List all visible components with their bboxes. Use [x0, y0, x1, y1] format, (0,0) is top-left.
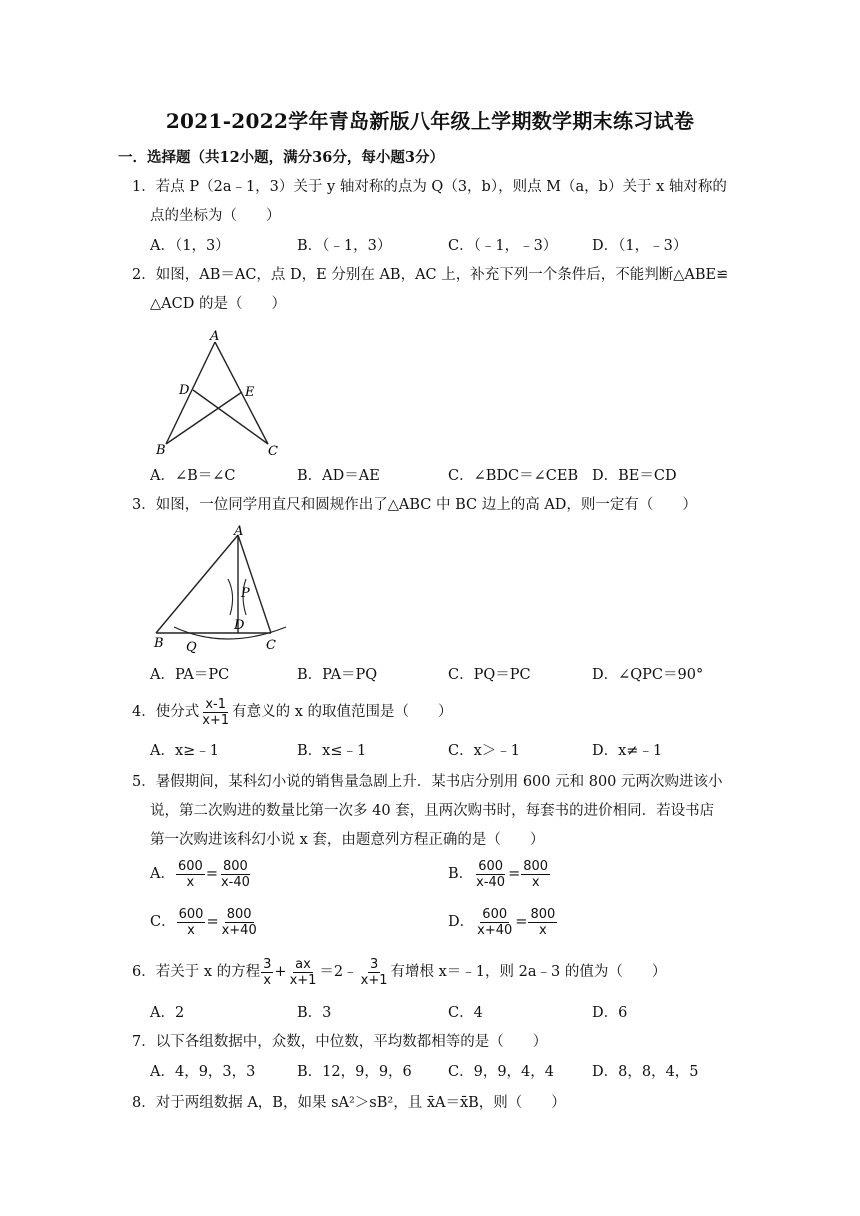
q2-option-d: D．BE＝CD — [592, 468, 677, 484]
q4-suffix: 有意义的 x 的取值范围是（ ） — [232, 704, 453, 720]
q5-option-a: A． $\frac{600}{x}$ = $\frac{800}{x-40}$ — [150, 858, 250, 890]
q6-option-d: D．6 — [592, 1005, 628, 1021]
q4-option-b: B．x≤﹣1 — [297, 743, 367, 759]
q1-option-d: D．（1，﹣3） — [592, 238, 688, 254]
q5-c-right-frac: $\frac{800}{x+40}$ — [221, 906, 257, 938]
q4-stem — [132, 695, 453, 729]
q5-stem-line1: 5．暑假期间，某科幻小说的销售量急剧上升．某书店分别用 600 元和 800 元两次购进该小 — [132, 774, 723, 790]
q5-stem-line3: 第一次购进该科幻小说 x 套，由题意列方程正确的是（ ） — [150, 832, 545, 848]
q1-option-a: A．（1，3） — [150, 238, 230, 254]
q6-option-c: C．4 — [448, 1005, 483, 1021]
q4-fraction — [200, 697, 231, 728]
q3-label-b: B — [154, 636, 164, 651]
q5-stem-line2: 说，第二次购进的数量比第一次多 40 套，且两次购书时，每套书的进价相同．若设书店 — [150, 803, 715, 819]
q7-option-a: A．4，9，3，3 — [150, 1064, 256, 1080]
q2-label-b: B — [156, 443, 166, 458]
q5-a-left-frac: $\frac{600}{x}$ — [177, 858, 203, 890]
q2-option-a: A．∠B＝∠C — [150, 468, 236, 484]
q2-label-e: E — [245, 385, 255, 400]
q3-option-b: B．PA＝PQ — [297, 667, 378, 683]
page-title: 2021-2022学年青岛新版八年级上学期数学期末练习试卷 — [165, 109, 695, 133]
q3-label-q: Q — [186, 640, 197, 655]
q1-option-b: B．（﹣1，3） — [297, 238, 392, 254]
q5-option-d: D． $\frac{600}{x+40}$ = $\frac{800}{x}$ — [448, 906, 556, 938]
q3-option-c: C．PQ＝PC — [448, 667, 531, 683]
q3-stem: 3．如图，一位同学用直尺和圆规作出了△ABC 中 BC 边上的高 AD，则一定有（ ） — [132, 497, 697, 513]
q3-option-d: D．∠QPC＝90° — [592, 667, 704, 683]
q2-label-d: D — [179, 383, 190, 398]
q3-triangle-figure — [146, 523, 290, 657]
q2-option-c: C．∠BDC＝∠CEB — [448, 468, 579, 484]
q6-frac-2: $\frac{ax}{x+1}$ — [289, 956, 317, 988]
q7-option-d: D．8，8，4，5 — [592, 1064, 699, 1080]
q7-option-c: C．9，9，4，4 — [448, 1064, 554, 1080]
q1-stem-line2: 点的坐标为（ ） — [150, 208, 281, 224]
q3-label-c: C — [266, 638, 276, 653]
q4-frac-den: x+1 — [202, 712, 230, 728]
q4-frac-num: x-1 — [205, 696, 226, 712]
q5-b-left-frac: $\frac{600}{x-40}$ — [476, 858, 506, 890]
q1-option-c: C．（﹣1，﹣3） — [448, 238, 558, 254]
q2-label-a: A — [210, 329, 220, 344]
q5-a-right-frac: $\frac{800}{x-40}$ — [220, 858, 250, 890]
q2-stem-line1: 2．如图，AB＝AC，点 D，E 分别在 AB，AC 上，补充下列一个条件后，不能判断△ABE≌ — [132, 267, 729, 283]
q7-option-b: B．12，9，9，6 — [297, 1064, 412, 1080]
q3-label-a: A — [234, 524, 244, 539]
q5-d-left-frac: $\frac{600}{x+40}$ — [477, 906, 513, 938]
q7-stem: 7．以下各组数据中，众数，中位数，平均数都相等的是（ ） — [132, 1034, 548, 1050]
q2-stem-line2: △ACD 的是（ ） — [150, 296, 286, 312]
q6-option-a: A．2 — [150, 1005, 185, 1021]
q4-option-c: C．x＞﹣1 — [448, 743, 520, 759]
q3-label-d: D — [234, 618, 245, 633]
q3-label-p: P — [241, 586, 250, 601]
q5-c-left-frac: $\frac{600}{x}$ — [178, 906, 204, 938]
q6-frac-3: $\frac{3}{x+1}$ — [360, 956, 388, 988]
q5-d-right-frac: $\frac{800}{x}$ — [530, 906, 556, 938]
q4-prefix: 4．使分式 — [132, 704, 200, 720]
q5-b-right-frac: $\frac{800}{x}$ — [523, 858, 549, 890]
q1-stem-line1: 1．若点 P（2a﹣1，3）关于 y 轴对称的点为 Q（3，b），则点 M（a，b）关于 x 轴对称的 — [132, 179, 727, 195]
q6-frac-1: $\frac{3}{x}$ — [263, 956, 272, 988]
q5-option-c: C． $\frac{600}{x}$ = $\frac{800}{x+40}$ — [150, 906, 257, 938]
q4-option-a: A．x≥﹣1 — [150, 743, 220, 759]
q5-option-b: B． $\frac{600}{x-40}$ = $\frac{800}{x}$ — [448, 858, 549, 890]
q8-stem: 8．对于两组数据 A，B，如果 sA²＞sB²，且 x̄A＝x̄B，则（ ） — [132, 1095, 566, 1111]
q2-option-b: B．AD＝AE — [297, 468, 380, 484]
q3-option-a: A．PA＝PC — [150, 667, 230, 683]
q6-option-b: B．3 — [297, 1005, 332, 1021]
q6-stem: 6．若关于 x 的方程 $\frac{3}{x}$ + $\frac{ax}{x+1}$ ＝2﹣ $\frac{3}{x+1}$ 有增根 x＝﹣1，则 2a﹣3 的值为（ ） — [132, 956, 667, 988]
section-heading: 一．选择题（共12小题，满分36分，每小题3分） — [118, 149, 444, 166]
q4-option-d: D．x≠﹣1 — [592, 743, 663, 759]
q2-label-c: C — [268, 444, 278, 458]
q2-triangle-figure — [146, 324, 288, 458]
